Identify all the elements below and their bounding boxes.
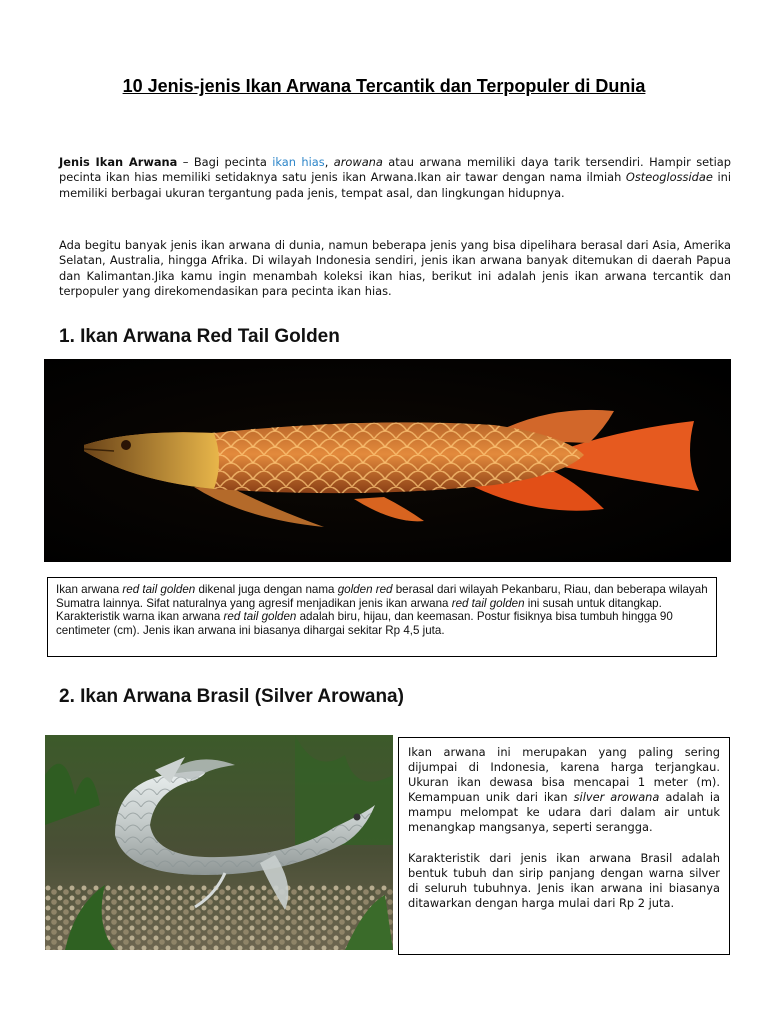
intro-text-3: atau arwana memiliki daya tarik tersendiri. Hampir setiap pecinta ikan hias memiliki setidaknya satu jenis ikan Arwana.Ikan air tawar dengan nama ilmiah xyxy=(59,155,731,185)
s1-italic: red tail golden xyxy=(223,610,297,624)
red-tail-golden-arowana-image xyxy=(44,359,731,562)
second-paragraph: Ada begitu banyak jenis ikan arwana di dunia, namun beberapa jenis yang bisa dipelihara berasal dari Asia, Amerika Selatan, Australia, hingga Afrika. Di wilayah Indonesia sendiri, jenis ikan arwana banyak ditemukan di daerah Papua dan Kalimantan.Jika kamu ingin menambah koleksi ikan hias, berikut ini adalah jenis ikan arwana tercantik dan terpopuler yang direkomendasikan para pecinta ikan hias. xyxy=(59,238,731,298)
s1-text: ini susah untuk ditangkap. xyxy=(524,596,662,610)
silver-arowana-fish-illustration xyxy=(45,735,393,950)
section2-heading: 2. Ikan Arwana Brasil (Silver Arowana) xyxy=(59,686,404,707)
s1-italic: golden red xyxy=(337,583,393,596)
s1-text: Ikan arwana xyxy=(56,583,123,596)
section1-description-box xyxy=(47,577,717,657)
intro-text-1: – Bagi pecinta xyxy=(177,155,273,169)
intro-arowana: arowana xyxy=(333,155,383,169)
s1-text: dikenal juga dengan nama xyxy=(195,583,338,596)
section1-desc-p1 xyxy=(56,583,708,610)
intro-paragraph xyxy=(59,155,731,201)
section2-desc-p2: Karakteristik dari jenis ikan arwana Brasil adalah bentuk tubuh dan sirip panjang dengan warna silver di seluruh tubuhnya. Jenis ikan arwana ini biasanya ditawarkan dengan harga mulai dari Rp 2 juta. xyxy=(408,850,720,910)
ikan-hias-link[interactable]: ikan hias xyxy=(272,155,325,169)
intro-text-4: ini memiliki berbagai ukuran tergantung pada jenis, tempat asal, dan lingkungan hidupnya. xyxy=(59,170,731,200)
s2-italic: silver arowana xyxy=(573,790,660,805)
s2-text: Ikan arwana ini merupakan yang paling sering dijumpai di Indonesia, karena harga terjangkau. Ukuran ikan dewasa bisa mencapai 1 meter (m). Kemampuan unik dari ikan xyxy=(408,745,720,805)
s1-italic: red tail golden xyxy=(451,596,525,610)
section1-desc-p2 xyxy=(56,610,708,637)
s1-italic: red tail golden xyxy=(122,583,196,596)
section2-description-box xyxy=(398,737,730,955)
red-tail-golden-fish-illustration xyxy=(44,359,731,562)
s1-text: adalah biru, hijau, dan keemasan. Postur fisiknya bisa tumbuh hingga 90 centimeter (cm). Jenis ikan arwana ini biasanya dihargai sekitar Rp 4,5 juta. xyxy=(56,610,673,637)
silver-arowana-image xyxy=(45,735,393,950)
s1-text: berasal dari wilayah Pekanbaru, Riau, dan beberapa wilayah Sumatra lainnya. Sifat naturalnya yang agresif menjadikan jenis ikan arwana xyxy=(56,583,708,610)
intro-scientific-name: Osteoglossidae xyxy=(625,170,713,185)
page-title: 10 Jenis-jenis Ikan Arwana Tercantik dan Terpopuler di Dunia xyxy=(122,76,646,96)
intro-text-2: , xyxy=(324,155,334,169)
section2-desc-p1 xyxy=(408,745,720,836)
section1-heading: 1. Ikan Arwana Red Tail Golden xyxy=(59,326,340,347)
intro-lead: Jenis Ikan Arwana xyxy=(59,155,178,169)
s2-text: adalah ia mampu melompat ke udara dari dalam air untuk menangkap mangsanya, seperti serangga. xyxy=(408,790,720,835)
s1-text: Karakteristik warna ikan arwana xyxy=(56,610,224,624)
